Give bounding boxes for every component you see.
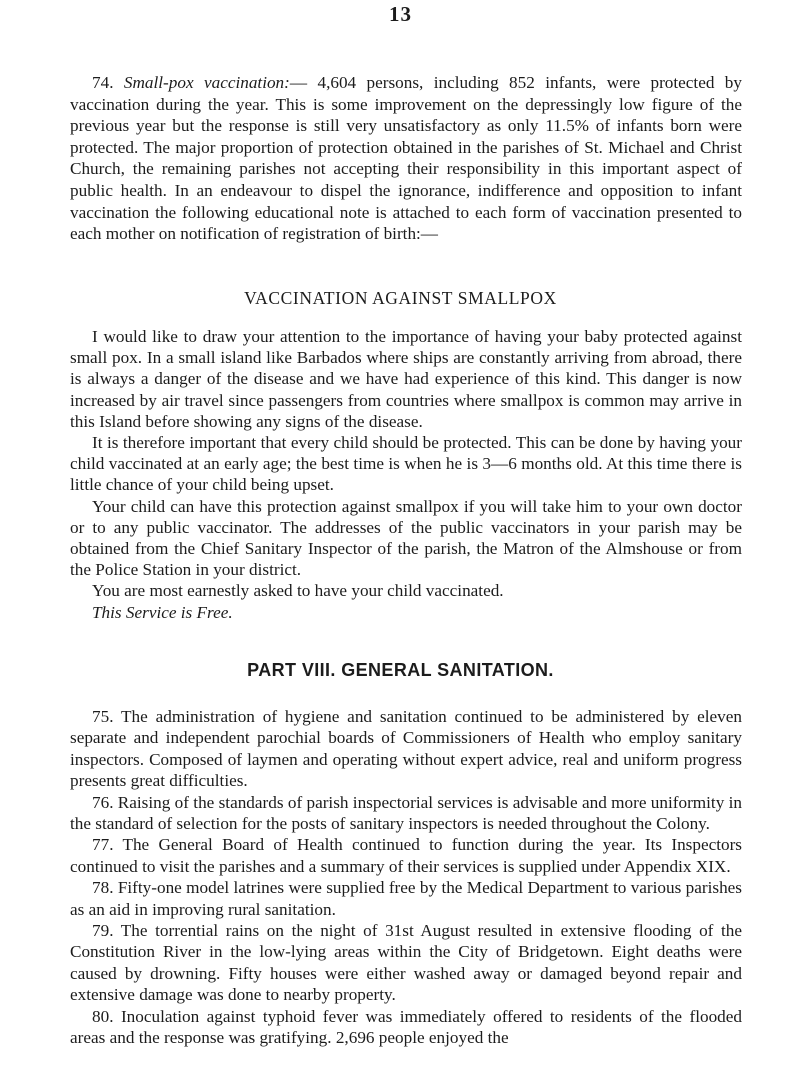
note-paragraph-2: It is therefore important that every child should be protected. This can be done by having your child vaccinated at an early age; the best time is when he is 3—6 months old. At this time there is little chance of your child being upset. bbox=[70, 433, 742, 495]
paragraph-75: 75. The administration of hygiene and sanitation continued to be administered by eleven separate and independent parochial boards of Commissioners of Health who employ sanitary inspectors. Composed of laymen and operating without expert advice, real and uniform progress presents great difficulties. bbox=[70, 707, 742, 791]
page-number: 13 bbox=[389, 2, 412, 26]
paragraph-74-number: 74. bbox=[92, 73, 114, 92]
paragraph-78: 78. Fifty-one model latrines were supplied free by the Medical Department to various parishes as an aid in improving rural sanitation. bbox=[70, 878, 742, 919]
vaccination-note-title: VACCINATION AGAINST SMALLPOX bbox=[244, 288, 557, 308]
general-sanitation-section bbox=[70, 706, 742, 1049]
part-viii-heading: PART VIII. GENERAL SANITATION. bbox=[247, 660, 554, 680]
paragraph-79: 79. The torrential rains on the night of 31st August resulted in extensive flooding of the Constitution River in the low-lying areas within the City of Bridgetown. Eight deaths were caused by drowning. Fifty houses were either washed away or damaged beyond repair and extensive damage was done to nearby property. bbox=[70, 921, 742, 1005]
note-paragraph-3: Your child can have this protection against smallpox if you will take him to your own doctor or to any public vaccinator. The addresses of the public vaccinators in your parish may be obtained from the Chief Sanitary Inspector of the parish, the Matron of the Almshouse or from the Police Station in your district. bbox=[70, 496, 742, 580]
paragraph-74-text: — 4,604 persons, including 852 infants, were protected by vaccination during the year. This is some improvement on the depressingly low figure of the previous year but the response is still very unsatisfactory as only 11.5% of infants born were protected. The major proportion of protection obtained in the parishes of St. Michael and Christ Church, the remaining parishes not accepting their responsibility in this important aspect of public health. In an endeavour to dispel the ignorance, indifference and opposition to infant vaccination the following educational note is attached to each form of vaccination presented to each mother on notification of registration of birth:— bbox=[70, 73, 742, 244]
paragraph-74 bbox=[70, 72, 742, 245]
vaccination-note bbox=[70, 326, 742, 623]
paragraph-77: 77. The General Board of Health continued to function during the year. Its Inspectors continued to visit the parishes and a summary of their services is supplied under Appendix XIX. bbox=[70, 835, 742, 876]
note-paragraph-4: You are most earnestly asked to have your child vaccinated. bbox=[92, 581, 504, 601]
paragraph-74-label: Small-pox vaccination: bbox=[123, 73, 290, 92]
paragraph-76: 76. Raising of the standards of parish inspectorial services is advisable and more uniformity in the standard of selection for the posts of sanitary inspectors is needed throughout the Colony. bbox=[70, 792, 742, 834]
note-paragraph-1: I would like to draw your attention to the importance of having your baby protected against small pox. In a small island like Barbados where ships are constantly arriving from abroad, there is always a danger of the disease and we have had experience of this kind. This danger is now increased by air travel since passengers from countries where smallpox is common may arrive in this Island before showing any signs of the disease. bbox=[70, 327, 742, 431]
paragraph-80: 80. Inoculation against typhoid fever was immediately offered to residents of the flooded areas and the response was gratifying. 2,696 people enjoyed the bbox=[70, 1006, 742, 1048]
note-free-service-line: This Service is Free. bbox=[92, 602, 233, 622]
